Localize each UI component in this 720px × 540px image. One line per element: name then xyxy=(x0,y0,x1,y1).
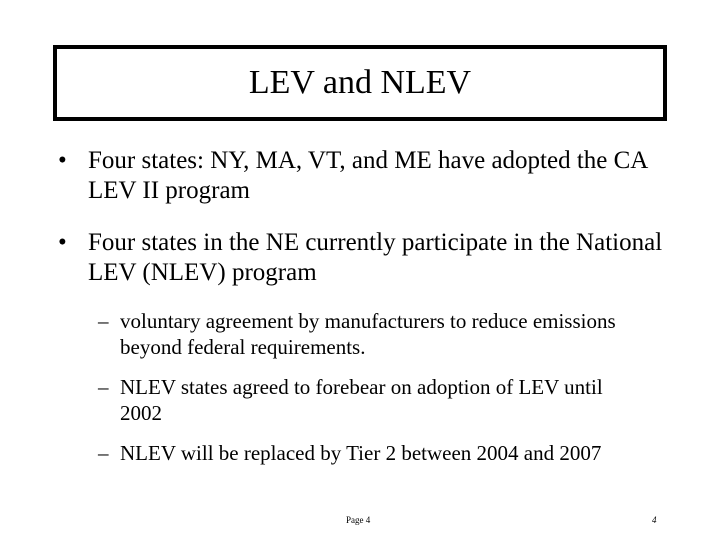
dash-marker: – xyxy=(98,375,109,399)
bullet-item xyxy=(58,146,678,206)
bullet-list xyxy=(58,146,678,466)
subbullet-item xyxy=(88,308,640,360)
subbullet-item xyxy=(88,440,640,466)
dash-marker: – xyxy=(98,441,109,465)
bullet-item xyxy=(58,228,678,466)
slide-title: LEV and NLEV xyxy=(248,64,472,101)
bullet-text: Four states: NY, MA, VT, and ME have adopted the CA LEV II program xyxy=(88,147,647,204)
bullet-marker: • xyxy=(58,147,67,174)
footer-page-label: Page 4 xyxy=(346,515,371,525)
subbullet-list xyxy=(88,308,678,466)
subbullet-item xyxy=(88,374,640,426)
subbullet-text: NLEV will be replaced by Tier 2 between 2004 and 2007 xyxy=(120,441,602,465)
bullet-marker: • xyxy=(58,229,67,256)
dash-marker: – xyxy=(98,309,109,333)
footer-page-number: 4 xyxy=(652,515,657,525)
subbullet-text: voluntary agreement by manufacturers to reduce emissions beyond federal requirements. xyxy=(120,309,616,359)
bullet-text: Four states in the NE currently participate in the National LEV (NLEV) program xyxy=(88,229,663,286)
subbullet-text: NLEV states agreed to forebear on adoption of LEV until 2002 xyxy=(120,375,603,425)
title-box xyxy=(53,45,667,121)
